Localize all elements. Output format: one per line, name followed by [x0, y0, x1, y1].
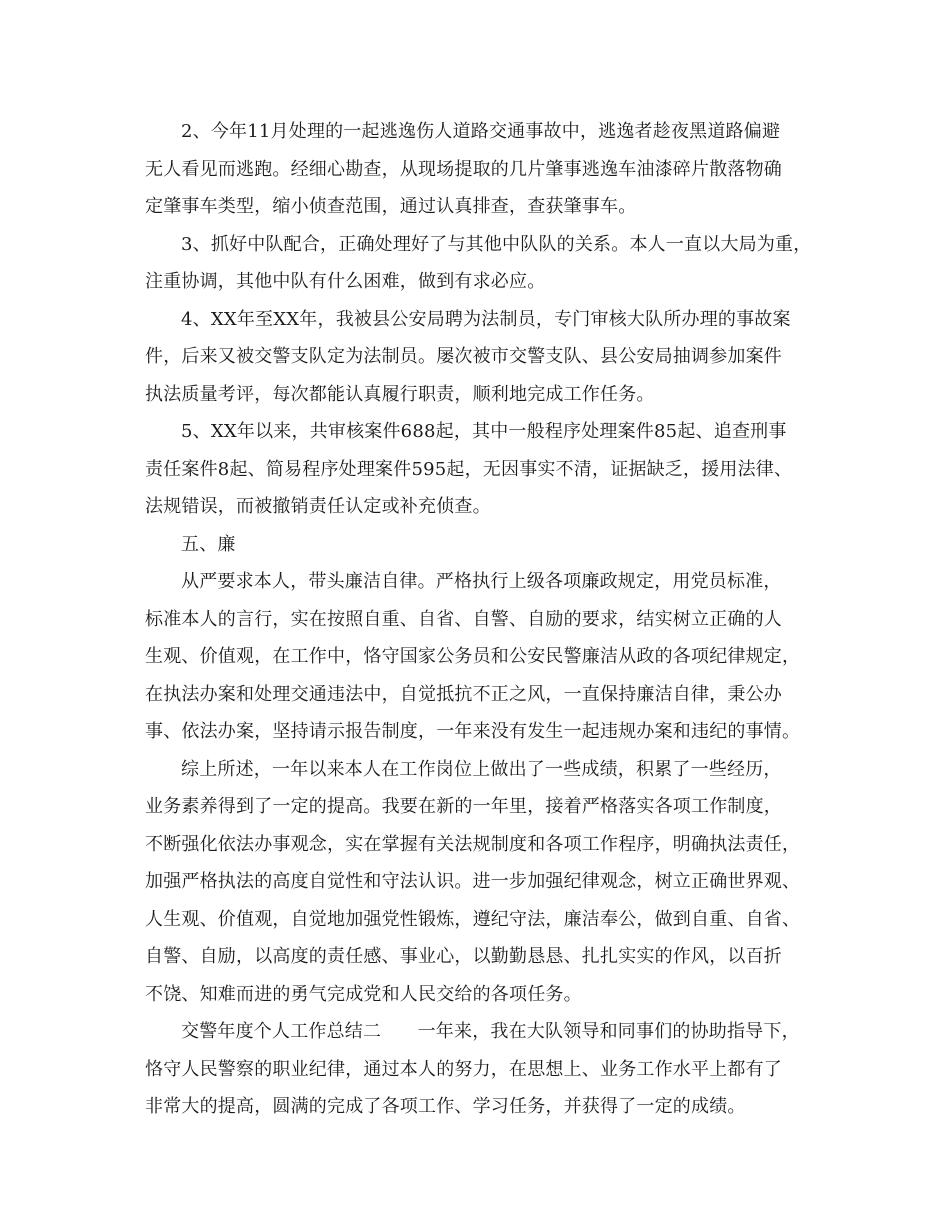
text-line: 在执法办案和处理交通违法中，自觉抵抗不正之风，一直保持廉洁自律，秉公办: [145, 683, 782, 705]
section-heading: 五、廉: [181, 533, 236, 555]
text-line: 从严要求本人，带头廉洁自律。严格执行上级各项廉政规定，用党员标准，: [181, 571, 782, 592]
text-line: 件，后来又被交警支队定为法制员。屡次被市交警支队、县公安局抽调参加案件: [145, 346, 782, 367]
paragraph-summary: [145, 751, 825, 1014]
text-line: 2、今年11月处理的一起逃逸伤人道路交通事故中，逃逸者趁夜黑道路偏避: [181, 121, 781, 142]
paragraph-integrity: [145, 563, 825, 751]
text-line: 标准本人的言行，实在按照自重、自省、自警、自励的要求，结实树立正确的人: [145, 608, 782, 630]
text-line: 5、XX年以来，共审核案件688起，其中一般程序处理案件85起、追查刑事: [181, 421, 787, 442]
section-heading-lian: [145, 526, 825, 564]
text-line: 定肇事车类型，缩小侦查范围，通过认真排查，查获肇事车。: [145, 196, 637, 217]
text-line: 无人看见而逃跑。经细心勘查，从现场提取的几片肇事逃逸车油漆碎片散落物确: [145, 158, 782, 180]
text-line: 不饶、知难而进的勇气完成党和人民交给的各项任务。: [145, 983, 582, 1005]
text-line: 事、依法办案，坚持请示报告制度，一年来没有发生一起违规办案和违纪的事情。: [145, 721, 801, 742]
text-line: 综上所述，一年以来本人在工作岗位上做出了一些成绩，积累了一些经历，: [181, 758, 782, 780]
paragraph-case-5: [145, 413, 825, 526]
text-line: 恪守人民警察的职业纪律，通过本人的努力，在思想上、业务工作水平上都有了: [145, 1058, 782, 1080]
text-line: 加强严格执法的高度自觉性和守法认识。进一步加强纪律观念，树立正确世界观、: [145, 871, 801, 892]
text-line: 不断强化依法办事观念，实在掌握有关法规制度和各项工作程序，明确执法责任，: [145, 833, 801, 855]
text-line: 执法质量考评，每次都能认真履行职责，顺利地完成工作任务。: [145, 383, 655, 405]
text-line: 法规错误，而被撤销责任认定或补充侦查。: [145, 496, 491, 517]
text-line: 注重协调，其他中队有什么困难，做到有求必应。: [145, 271, 546, 292]
text-line: 4、XX年至XX年，我被县公安局聘为法制员，专门审核大队所办理的事故案: [181, 308, 791, 330]
paragraph-case-4: [145, 301, 825, 414]
document-body: [145, 113, 825, 1126]
text-line: 业务素养得到了一定的提高。我要在新的一年里，接着严格落实各项工作制度，: [145, 796, 782, 817]
text-line: 责任案件8起、简易程序处理案件595起，无因事实不清，证据缺乏，援用法律、: [145, 458, 793, 480]
text-line: 3、抓好中队配合，正确处理好了与其他中队队的关系。本人一直以大局为重，: [181, 233, 812, 255]
paragraph-case-3: [145, 226, 825, 301]
paragraph-summary-two: [145, 1013, 825, 1126]
text-line: 自警、自励，以高度的责任感、事业心，以勤勤恳恳、扎扎实实的作风，以百折: [145, 946, 782, 967]
text-line: 生观、价值观，在工作中，恪守国家公务员和公安民警廉洁从政的各项纪律规定，: [145, 646, 801, 667]
text-line: 人生观、价值观，自觉地加强党性锻炼，遵纪守法，廉洁奉公，做到自重、自省、: [145, 908, 801, 930]
text-line: 交警年度个人工作总结二 一年来，我在大队领导和同事们的协助指导下，: [181, 1021, 800, 1042]
paragraph-case-2: [145, 113, 825, 226]
text-line: 非常大的提高，圆满的完成了各项工作、学习任务，并获得了一定的成绩。: [145, 1096, 746, 1117]
